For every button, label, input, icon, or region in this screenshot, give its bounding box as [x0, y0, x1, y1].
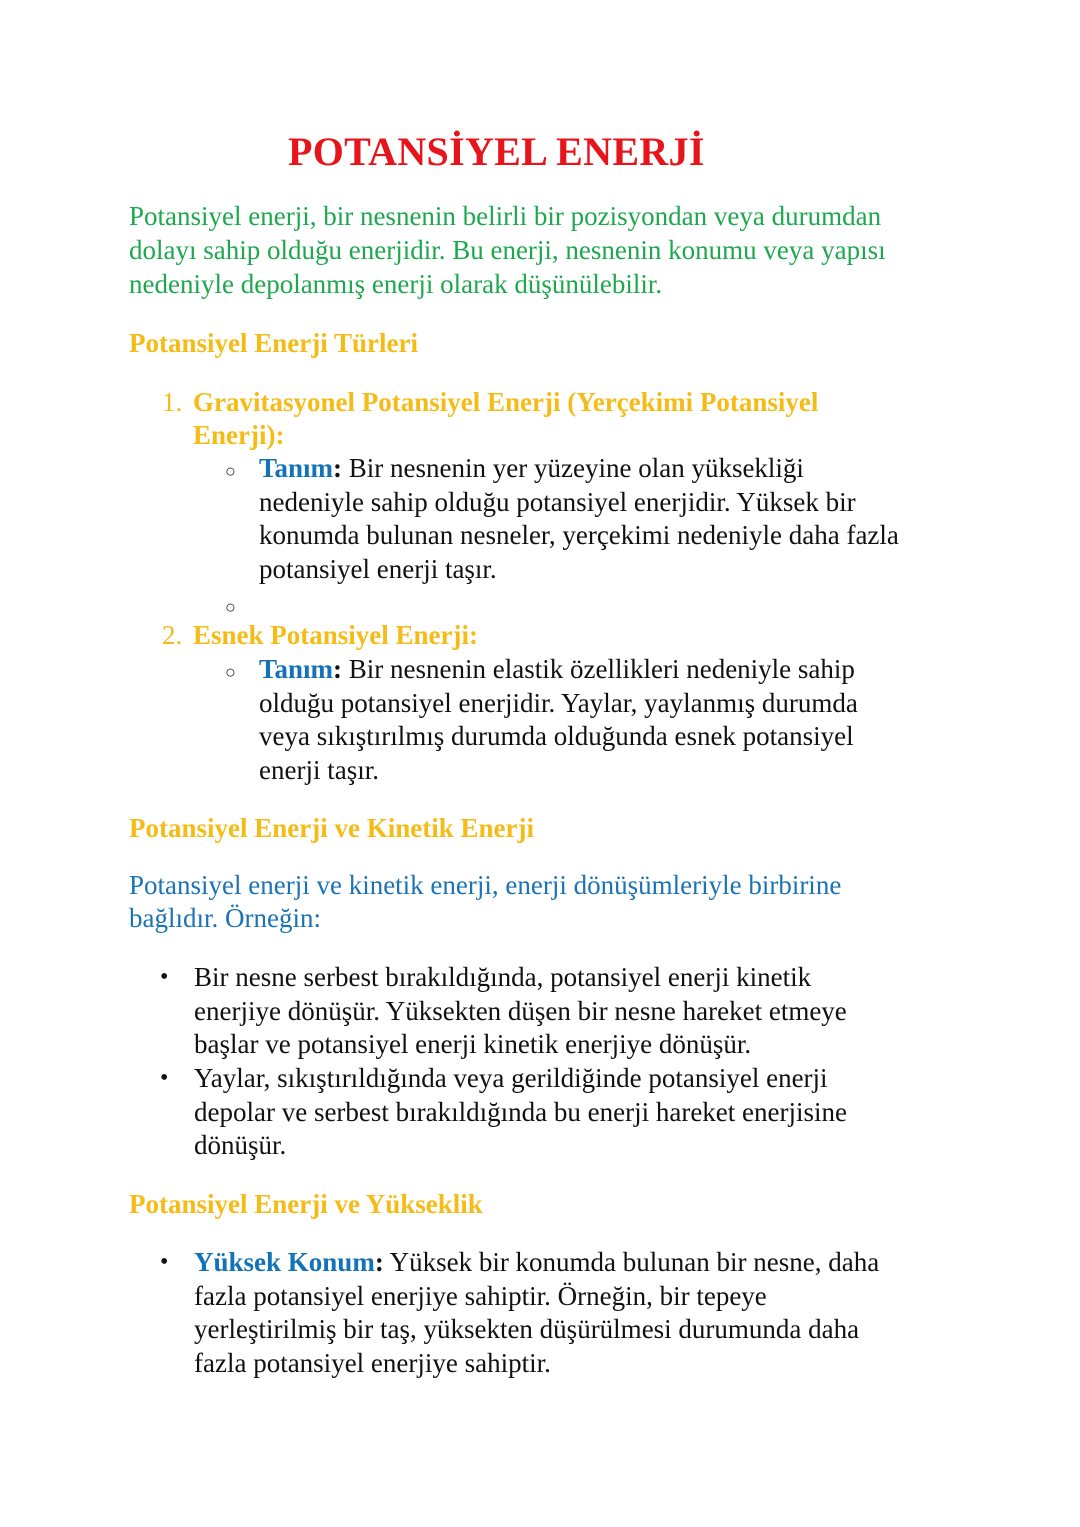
- item-title-line: Gravitasyonel Potansiyel Enerji (Yerçekimi Potansiyel: [193, 387, 819, 417]
- bullet-colon: :: [374, 1247, 384, 1277]
- bullet-body: [194, 961, 954, 1062]
- intro-line: nedeniyle depolanmış enerji olarak düşünülebilir.: [129, 269, 663, 299]
- item-number: 2.: [162, 620, 183, 650]
- paragraph-line: bağlıdır. Örneğin:: [129, 903, 321, 933]
- definition-line: enerji taşır.: [259, 754, 379, 785]
- circle-bullet-icon: ○: [225, 461, 236, 481]
- bullet-line: yerleştirilmiş bir taş, yüksekten düşürülmesi durumunda daha: [194, 1314, 860, 1344]
- intro-line: dolayı sahip olduğu enerjidir. Bu enerji, nesnenin konumu veya yapısı: [129, 235, 886, 265]
- item-title: [193, 386, 818, 452]
- definition-line: konumda bulunan nesneler, yerçekimi nedeniyle daha fazla: [259, 520, 899, 550]
- definition-line: olduğu potansiyel enerjidir. Yaylar, yaylanmış durumda: [259, 687, 858, 718]
- bullet-line: fazla potansiyel enerjiye sahiptir. Örneğin, bir tepeye: [194, 1280, 767, 1311]
- bullet-term: Yüksek Konum: [194, 1247, 375, 1277]
- bullet-body: [194, 1246, 954, 1380]
- bullet-dot-icon: •: [160, 1249, 169, 1275]
- circle-bullet-icon: ○: [225, 597, 236, 617]
- intro-line: Potansiyel enerji, bir nesnenin belirli bir pozisyondan veya durumdan: [129, 201, 882, 231]
- definition-colon: :: [333, 654, 343, 684]
- bullet-line: fazla potansiyel enerjiye sahiptir.: [194, 1347, 551, 1378]
- definition-line: [259, 452, 979, 486]
- bullet-text: Yüksek bir konumda bulunan bir nesne, daha: [383, 1247, 880, 1277]
- bullet-dot-icon: •: [160, 1065, 169, 1091]
- definition-line: nedeniyle sahip olduğu potansiyel enerjidir. Yüksek bir: [259, 486, 856, 517]
- item-title: Esnek Potansiyel Enerji:: [193, 620, 479, 650]
- circle-bullet-icon: ○: [225, 662, 236, 682]
- definition-text: Bir nesnenin elastik özellikleri nedeniyle sahip: [342, 654, 855, 684]
- kinetic-paragraph: [129, 869, 841, 935]
- bullet-line: [194, 1246, 954, 1280]
- definition-line: [259, 653, 979, 687]
- bullet-line: başlar ve potansiyel enerji kinetik enerjiye dönüşür.: [194, 1029, 752, 1059]
- bullet-line: Bir nesne serbest bırakıldığında, potansiyel enerji kinetik: [194, 962, 812, 992]
- section-heading-height: Potansiyel Enerji ve Yükseklik: [129, 1189, 483, 1219]
- definition-body: [259, 653, 979, 787]
- bullet-line: Yaylar, sıkıştırıldığında veya gerildiğinde potansiyel enerji: [194, 1063, 828, 1093]
- paragraph-line: Potansiyel enerji ve kinetik enerji, enerji dönüşümleriyle birbirine: [129, 870, 842, 900]
- bullet-line: depolar ve serbest bırakıldığında bu enerji hareket enerjisine: [194, 1096, 847, 1127]
- definition-line: potansiyel enerji taşır.: [259, 553, 497, 584]
- page-title: POTANSİYEL ENERJİ: [288, 129, 705, 174]
- definition-term: Tanım: [259, 654, 334, 684]
- bullet-body: [194, 1062, 954, 1163]
- definition-body: [259, 452, 979, 586]
- definition-term: Tanım: [259, 453, 334, 483]
- item-title-line: Enerji):: [193, 420, 285, 450]
- definition-line: veya sıkıştırılmış durumda olduğunda esnek potansiyel: [259, 721, 854, 751]
- bullet-line: dönüşür.: [194, 1130, 287, 1160]
- section-heading-kinetic: Potansiyel Enerji ve Kinetik Enerji: [129, 813, 534, 843]
- item-number: 1.: [162, 387, 183, 417]
- definition-colon: :: [333, 453, 343, 483]
- section-heading-types: Potansiyel Enerji Türleri: [129, 328, 418, 358]
- definition-text: Bir nesnenin yer yüzeyine olan yüksekliği: [342, 453, 804, 483]
- intro-paragraph: [129, 199, 969, 301]
- bullet-line: enerjiye dönüşür. Yüksekten düşen bir nesne hareket etmeye: [194, 995, 847, 1026]
- bullet-dot-icon: •: [160, 964, 169, 990]
